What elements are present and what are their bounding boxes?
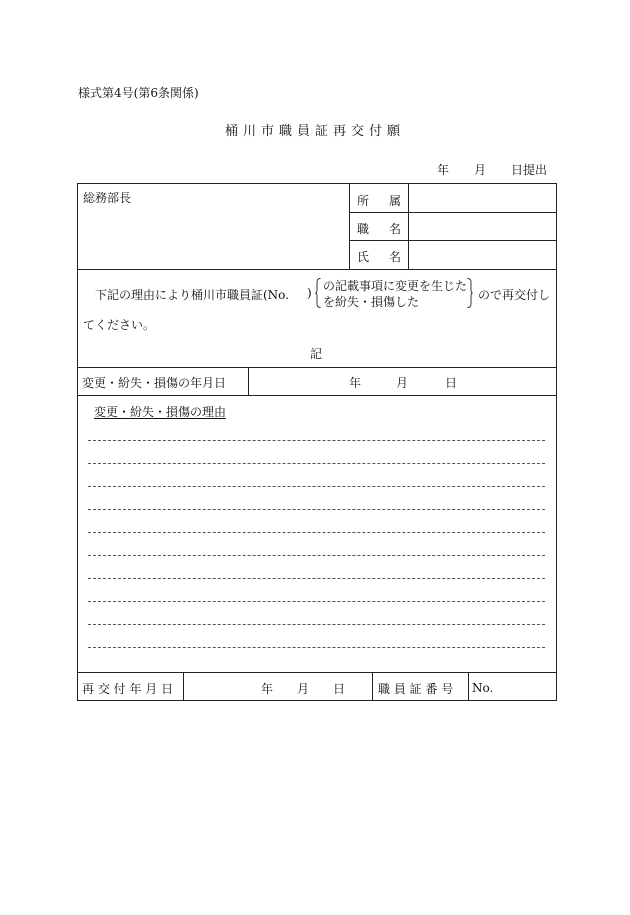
reissue-year: 年 — [261, 682, 274, 696]
left-brace-icon — [315, 278, 321, 308]
document-title: 桶川市職員証再交付願 — [224, 124, 405, 139]
reason-line[interactable] — [88, 463, 545, 464]
request-option-changed[interactable]: の記載事項に変更を生じた — [323, 279, 468, 293]
applicant-label-divider — [349, 183, 350, 269]
reason-line[interactable] — [88, 624, 545, 625]
staff-id-number-label: 職 員 証 番 号 — [378, 682, 454, 696]
ki-heading: 記 — [310, 347, 323, 361]
change-date-divider — [248, 367, 249, 395]
reissue-date-label: 再 交 付 年 月 日 — [82, 682, 174, 696]
affiliation-label-part2: 属 — [389, 194, 402, 208]
request-text-part3: てください。 — [83, 318, 156, 332]
id-number-field[interactable] — [286, 283, 306, 301]
form-number: 様式第4号(第6条関係) — [78, 86, 199, 100]
reason-line[interactable] — [88, 532, 545, 533]
affiliation-label-part1: 所 — [357, 194, 370, 208]
reason-line[interactable] — [88, 440, 545, 441]
request-text-part1: 下記の理由により桶川市職員証(No. — [95, 288, 290, 302]
reason-line[interactable] — [88, 647, 545, 648]
reason-label: 変更・紛失・損傷の理由 — [94, 405, 227, 419]
section-divider-reissue — [77, 672, 557, 673]
reason-line[interactable] — [88, 555, 545, 556]
name-label-part2: 名 — [389, 250, 402, 264]
submission-day: 日提出 — [511, 163, 548, 177]
reissue-id-divider-left — [372, 672, 373, 701]
request-option-lost-damaged[interactable]: を紛失・損傷した — [323, 295, 420, 309]
position-field[interactable] — [410, 186, 554, 210]
staff-id-prefix: No. — [472, 681, 494, 695]
request-paren-close: ) — [307, 286, 312, 300]
submission-month: 月 — [474, 163, 487, 177]
change-date-label: 変更・紛失・損傷の年月日 — [82, 376, 227, 390]
request-text-part2: ので再交付し — [478, 288, 551, 302]
reissue-day: 日 — [333, 682, 346, 696]
staff-id-field[interactable] — [494, 674, 554, 699]
change-date-year: 年 — [349, 376, 362, 390]
position-label-part2: 名 — [389, 222, 402, 236]
reissue-month: 月 — [297, 682, 310, 696]
name-field[interactable] — [410, 242, 554, 267]
change-date-month: 月 — [396, 376, 409, 390]
submission-year: 年 — [437, 163, 450, 177]
affiliation-field[interactable] — [410, 214, 554, 238]
reason-line[interactable] — [88, 509, 545, 510]
reissue-label-divider — [183, 672, 184, 701]
change-date-day: 日 — [445, 376, 458, 390]
right-brace-icon — [467, 278, 473, 308]
applicant-row-divider-1 — [349, 212, 557, 213]
reason-line[interactable] — [88, 578, 545, 579]
reissue-id-divider-right — [468, 672, 469, 701]
applicant-row-divider-2 — [349, 240, 557, 241]
addressee-label: 総務部長 — [83, 191, 132, 205]
reason-line[interactable] — [88, 601, 545, 602]
position-label-part1: 職 — [357, 222, 370, 236]
section-divider-request — [77, 269, 557, 270]
name-label-part1: 氏 — [357, 250, 370, 264]
section-divider-reason — [77, 395, 557, 396]
applicant-value-divider — [408, 183, 409, 269]
section-divider-change-date — [77, 367, 557, 368]
reason-line[interactable] — [88, 486, 545, 487]
